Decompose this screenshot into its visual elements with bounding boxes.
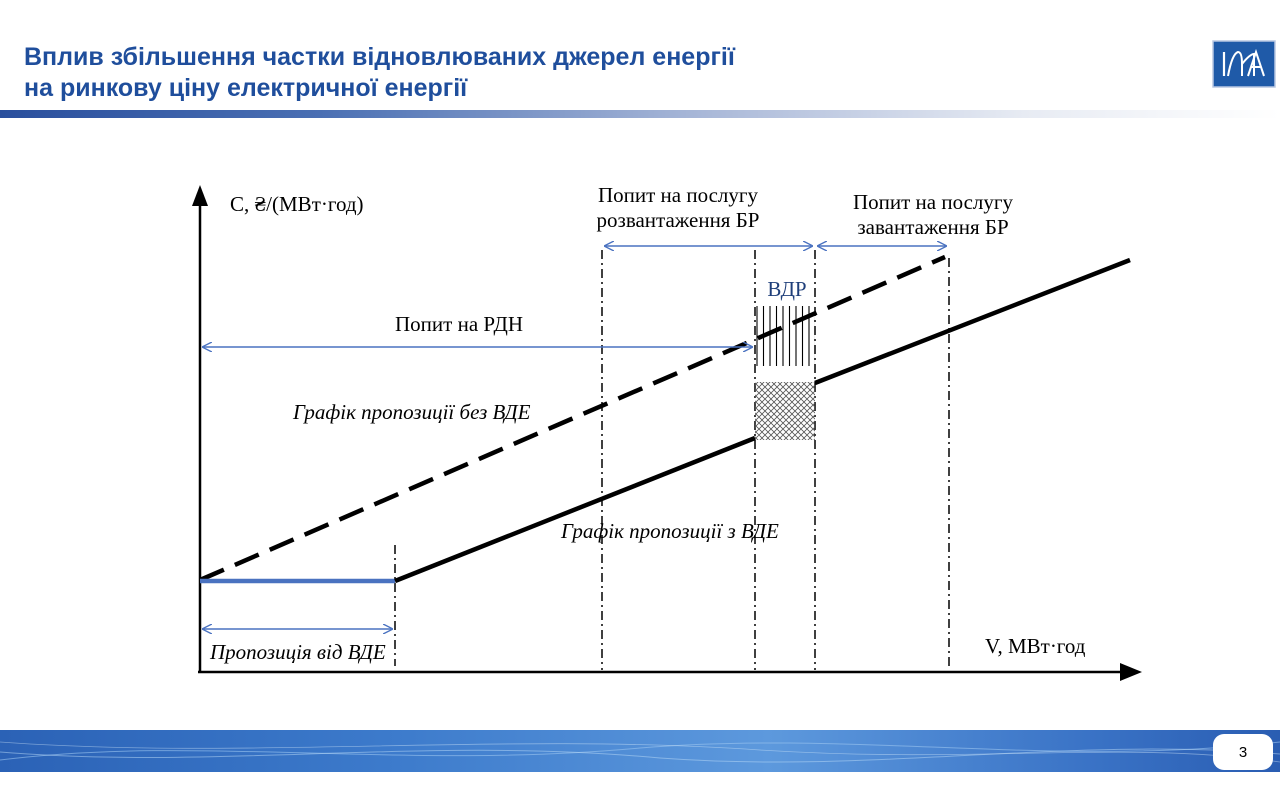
supply-curve-with-res-upper bbox=[815, 260, 1130, 383]
res-supply-label: Пропозиція від ВДЕ bbox=[210, 640, 386, 664]
demand-load-label-line1: Попит на послугу bbox=[852, 190, 1014, 214]
demand-load-label-line2: завантаження БР bbox=[857, 215, 1009, 239]
slide-title-line1: Вплив збільшення частки відновлюваних джерел енергії bbox=[24, 43, 735, 71]
demand-discharge-label-line2: розвантаження БР bbox=[596, 208, 760, 232]
supply-with-res-label: Графік пропозиції з ВДЕ bbox=[561, 519, 779, 543]
vdr-crosshatch-area bbox=[755, 382, 815, 440]
vdr-label: ВДР bbox=[767, 277, 807, 301]
supply-without-res-label: Графік пропозиції без ВДЕ bbox=[293, 400, 531, 424]
demand-discharge-label-line1: Попит на послугу bbox=[597, 183, 759, 207]
x-axis-arrow-icon bbox=[1120, 663, 1142, 681]
slide-title-line2: на ринкову ціну електричної енергії bbox=[24, 74, 468, 102]
footer-band bbox=[0, 730, 1280, 772]
page-number: 3 bbox=[1213, 734, 1273, 770]
supply-curve-with-res-lower bbox=[395, 438, 755, 581]
x-axis-label: V, МВт·год bbox=[985, 634, 1086, 658]
footer-wave-decoration bbox=[0, 730, 1280, 772]
y-axis-label: C, ₴/(МВт·год) bbox=[230, 192, 364, 216]
demand-rdn-label: Попит на РДН bbox=[395, 312, 523, 336]
y-axis-arrow-icon bbox=[192, 185, 208, 206]
